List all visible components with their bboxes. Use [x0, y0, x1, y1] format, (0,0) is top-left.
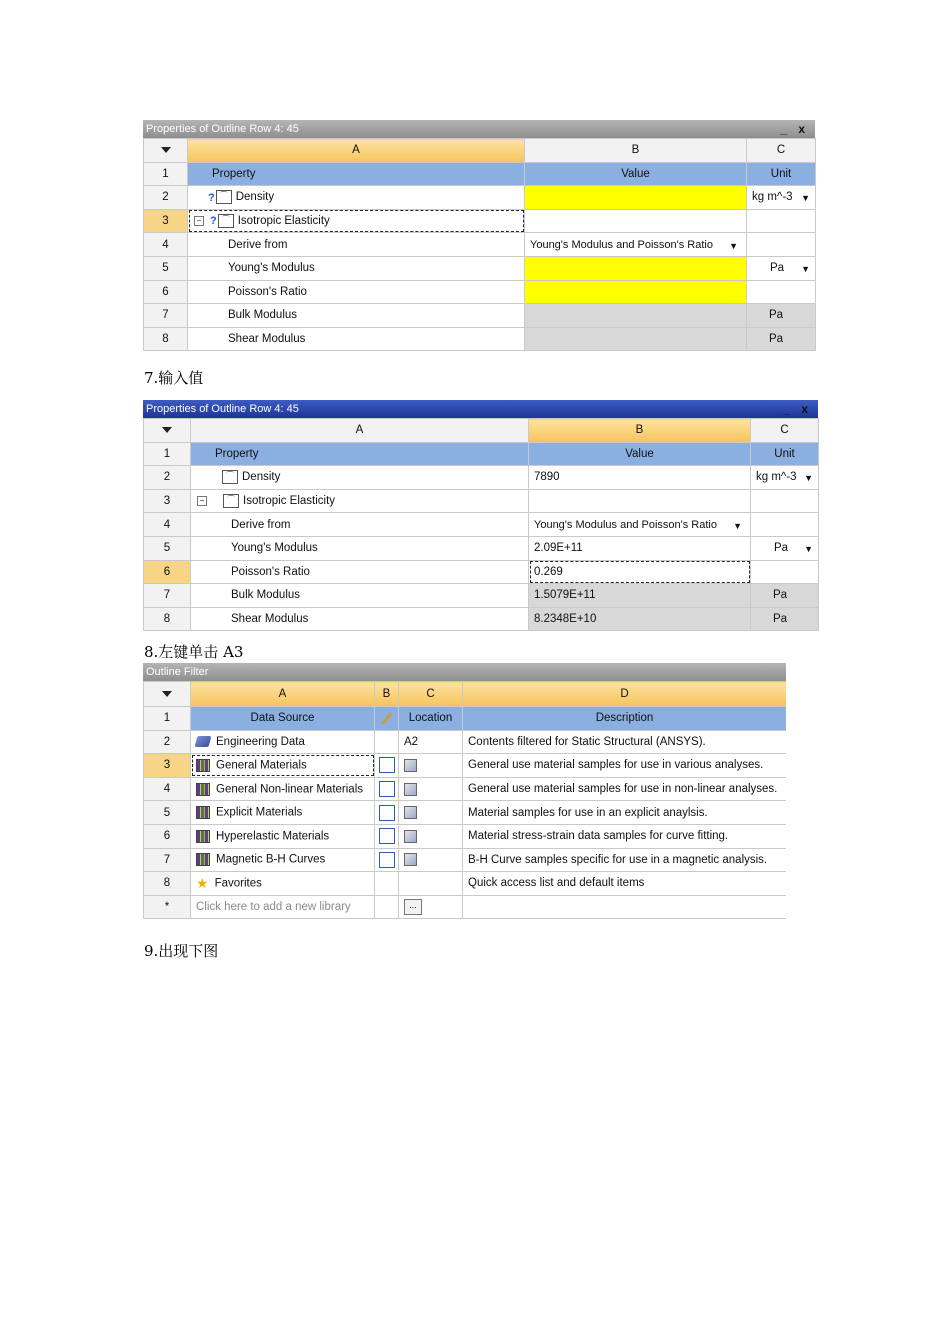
outline-filter-titlebar	[143, 663, 786, 681]
table-row[interactable]	[144, 186, 816, 210]
location-cell[interactable]	[399, 801, 463, 825]
property-cell[interactable]: Poisson's Ratio	[188, 280, 525, 304]
table-row[interactable]	[144, 801, 787, 825]
row-number: 5	[144, 801, 191, 825]
table-row[interactable]	[144, 754, 787, 778]
row-number: 8	[144, 607, 191, 631]
unit-cell[interactable]	[751, 466, 819, 490]
value-cell[interactable]	[529, 489, 751, 513]
outline-filter-table	[143, 681, 786, 919]
properties-panel-2	[143, 400, 818, 631]
column-header-d[interactable]: D	[463, 682, 787, 707]
value-cell: 8.2348E+10	[529, 607, 751, 631]
row-number: 7	[144, 584, 191, 608]
table-row[interactable]	[144, 233, 816, 257]
location-browse-icon[interactable]	[404, 783, 417, 796]
unit-cell: Pa	[747, 327, 816, 351]
unit-label: Pa	[774, 542, 789, 555]
row-number: 8	[144, 327, 188, 351]
row-number: 3	[144, 209, 188, 233]
location-browse-icon[interactable]	[404, 853, 417, 866]
star-icon: ★	[196, 874, 209, 891]
question-icon: ?	[210, 215, 217, 228]
dropdown-arrow-icon[interactable]: ▼	[733, 520, 742, 531]
column-header-b[interactable]: B	[525, 139, 747, 163]
column-header-c[interactable]: C	[751, 419, 819, 443]
panel-2-titlebar	[143, 400, 818, 418]
table-row[interactable]	[144, 872, 787, 896]
description-header: Description	[463, 707, 787, 731]
description-cell: Quick access list and default items	[463, 872, 787, 896]
unit-header: Unit	[747, 162, 816, 186]
location-cell[interactable]	[399, 895, 463, 919]
row-number: 2	[144, 186, 188, 210]
row-number: 2	[144, 466, 191, 490]
description-cell: General use material samples for use in non-linear analyses.	[463, 777, 787, 801]
unit-label: kg m^-3	[752, 191, 793, 204]
row-number: 2	[144, 730, 191, 754]
description-cell: B-H Curve samples specific for use in a magnetic analysis.	[463, 848, 787, 872]
table-row[interactable]	[144, 489, 819, 513]
unit-header: Unit	[751, 442, 819, 466]
row-number: 4	[144, 233, 188, 257]
table-row[interactable]	[144, 536, 819, 560]
data-source-cell[interactable]	[191, 872, 375, 896]
location-browse-icon[interactable]	[404, 806, 417, 819]
add-library-input[interactable]: Click here to add a new library	[191, 895, 375, 919]
value-cell	[525, 304, 747, 328]
unit-cell: Pa	[747, 304, 816, 328]
property-cell[interactable]: Shear Modulus	[188, 327, 525, 351]
property-cell[interactable]: Poisson's Ratio	[191, 560, 529, 584]
value-cell	[525, 327, 747, 351]
unit-cell[interactable]	[751, 489, 819, 513]
unit-cell: Pa	[751, 584, 819, 608]
data-source-cell[interactable]	[191, 777, 375, 801]
row-number: 8	[144, 872, 191, 896]
location-browse-icon[interactable]	[404, 830, 417, 843]
value-header: Value	[525, 162, 747, 186]
table-row[interactable]	[144, 584, 819, 608]
data-source-cell[interactable]	[191, 848, 375, 872]
data-source-header: Data Source	[191, 707, 375, 731]
value-header: Value	[529, 442, 751, 466]
column-header-c[interactable]: C	[747, 139, 816, 163]
browse-button[interactable]: ...	[404, 899, 422, 915]
panel-2-title: Properties of Outline Row 4: 45	[146, 403, 299, 415]
row-number: 6	[144, 560, 191, 584]
dropdown-arrow-icon[interactable]: ▼	[801, 193, 810, 204]
edit-checkbox[interactable]	[379, 852, 395, 868]
property-cell[interactable]: Young's Modulus	[191, 536, 529, 560]
table-row[interactable]	[144, 730, 787, 754]
unit-cell[interactable]	[751, 536, 819, 560]
window-controls[interactable]: _ x	[783, 402, 812, 416]
row-number: 1	[144, 162, 188, 186]
location-cell[interactable]: A2	[399, 730, 463, 754]
dropdown-arrow-icon[interactable]: ▼	[804, 473, 813, 484]
data-source-label: General Non-linear Materials	[216, 783, 364, 796]
unit-cell[interactable]	[751, 560, 819, 584]
property-cell[interactable]: Derive from	[188, 233, 525, 257]
description-cell: General use material samples for use in various analyses.	[463, 754, 787, 778]
collapse-icon[interactable]: −	[197, 496, 207, 506]
table-row[interactable]	[144, 256, 816, 280]
column-menu[interactable]	[144, 419, 191, 443]
property-cell[interactable]: Shear Modulus	[191, 607, 529, 631]
question-icon: ?	[208, 191, 215, 204]
edit-cell	[375, 872, 399, 896]
value-cell[interactable]	[529, 513, 751, 537]
location-browse-icon[interactable]	[404, 759, 417, 772]
table-row[interactable]	[144, 304, 816, 328]
unit-cell[interactable]	[747, 280, 816, 304]
value-cell[interactable]	[525, 233, 747, 257]
property-label: Density	[242, 471, 281, 484]
triangle-down-icon	[162, 427, 172, 433]
collapse-icon[interactable]: −	[194, 216, 204, 226]
value-cell[interactable]	[525, 209, 747, 233]
chart-icon: ⌒	[223, 494, 239, 508]
property-label: Density	[235, 191, 275, 204]
triangle-down-icon	[162, 691, 172, 697]
description-cell: Contents filtered for Static Structural (ANSYS).	[463, 730, 787, 754]
edit-checkbox[interactable]	[379, 781, 395, 797]
dropdown-arrow-icon[interactable]: ▼	[729, 240, 738, 251]
caption-step-9: 9.出现下图	[144, 942, 219, 960]
value-cell[interactable]	[525, 186, 747, 210]
unit-label: Pa	[770, 262, 785, 275]
value-cell[interactable]	[525, 256, 747, 280]
data-source-label: Explicit Materials	[216, 806, 303, 819]
library-icon	[196, 853, 210, 866]
value-label: Young's Modulus and Poisson's Ratio	[534, 518, 717, 531]
unit-cell[interactable]	[747, 256, 816, 280]
book-icon	[195, 736, 212, 747]
row-number: 5	[144, 256, 188, 280]
property-cell[interactable]	[188, 209, 525, 233]
data-source-cell[interactable]	[191, 801, 375, 825]
edit-cell[interactable]	[375, 754, 399, 778]
location-cell	[399, 872, 463, 896]
library-icon	[196, 759, 210, 772]
edit-cell[interactable]	[375, 801, 399, 825]
property-header: Property	[188, 162, 525, 186]
pencil-icon	[381, 712, 392, 725]
data-source-label: General Materials	[216, 759, 307, 772]
table-row[interactable]	[144, 327, 816, 351]
dropdown-arrow-icon[interactable]: ▼	[804, 544, 813, 555]
outline-filter-panel	[143, 663, 786, 927]
table-row	[144, 707, 787, 731]
property-header: Property	[191, 442, 529, 466]
value-cell[interactable]	[525, 280, 747, 304]
unit-cell: Pa	[751, 607, 819, 631]
table-row[interactable]	[144, 513, 819, 537]
caption-step-7: 7.输入值	[144, 369, 204, 387]
value-input[interactable]: 0.269	[529, 560, 751, 584]
location-cell[interactable]	[399, 824, 463, 848]
row-number: 3	[144, 489, 191, 513]
property-cell[interactable]: Bulk Modulus	[191, 584, 529, 608]
table-row[interactable]	[144, 824, 787, 848]
column-header-a[interactable]: A	[191, 682, 375, 707]
description-cell	[463, 895, 787, 919]
chart-icon: ⌒	[216, 190, 232, 204]
description-cell: Material samples for use in an explicit anaylsis.	[463, 801, 787, 825]
value-cell: 1.5079E+11	[529, 584, 751, 608]
unit-cell[interactable]	[747, 186, 816, 210]
outline-filter-title: Outline Filter	[146, 666, 209, 678]
edit-column-header	[375, 707, 399, 731]
library-icon	[196, 806, 210, 819]
properties-table-2	[143, 418, 819, 631]
property-cell[interactable]: Derive from	[191, 513, 529, 537]
data-source-cell[interactable]	[191, 824, 375, 848]
caption-step-8: 8.左键单击 A3	[144, 643, 244, 661]
column-menu[interactable]	[144, 139, 188, 163]
edit-cell[interactable]	[375, 777, 399, 801]
data-source-label: Favorites	[214, 877, 262, 890]
library-icon	[196, 783, 210, 796]
properties-panel-1	[143, 120, 815, 351]
row-number: 6	[144, 824, 191, 848]
table-row[interactable]	[144, 777, 787, 801]
dropdown-arrow-icon[interactable]: ▼	[801, 264, 810, 275]
property-cell[interactable]	[191, 489, 529, 513]
chart-icon: ⌒	[218, 214, 234, 228]
property-cell[interactable]: Young's Modulus	[188, 256, 525, 280]
row-number: 4	[144, 777, 191, 801]
table-row[interactable]	[144, 280, 816, 304]
unit-label: kg m^-3	[756, 471, 797, 484]
column-header-c[interactable]: C	[399, 682, 463, 707]
edit-checkbox[interactable]	[379, 828, 395, 844]
triangle-down-icon	[161, 147, 171, 153]
property-label: Isotropic Elasticity	[237, 215, 330, 228]
column-menu[interactable]	[144, 682, 191, 707]
data-source-label: Hyperelastic Materials	[216, 830, 330, 843]
column-header-a[interactable]: A	[188, 139, 525, 163]
edit-cell	[375, 895, 399, 919]
unit-cell[interactable]	[747, 233, 816, 257]
value-label: Young's Modulus and Poisson's Ratio	[530, 238, 713, 251]
unit-cell[interactable]	[747, 209, 816, 233]
value-cell[interactable]: 7890	[529, 466, 751, 490]
edit-cell[interactable]	[375, 848, 399, 872]
row-number: 3	[144, 754, 191, 778]
row-number: 7	[144, 848, 191, 872]
panel-1-titlebar	[143, 120, 815, 138]
properties-table-1	[143, 138, 816, 351]
row-number: 1	[144, 707, 191, 731]
location-header: Location	[399, 707, 463, 731]
table-row[interactable]	[144, 607, 819, 631]
row-number: 7	[144, 304, 188, 328]
data-source-label: Engineering Data	[216, 735, 305, 748]
table-row	[144, 162, 816, 186]
table-row[interactable]	[144, 466, 819, 490]
edit-cell[interactable]	[375, 824, 399, 848]
data-source-label: Magnetic B-H Curves	[216, 853, 326, 866]
panel-1-title: Properties of Outline Row 4: 45	[146, 123, 299, 135]
data-source-cell[interactable]	[191, 754, 375, 778]
row-number: 4	[144, 513, 191, 537]
column-header-b[interactable]: B	[529, 419, 751, 443]
row-number: 6	[144, 280, 188, 304]
table-row	[144, 442, 819, 466]
unit-cell[interactable]	[751, 513, 819, 537]
column-header-b[interactable]: B	[375, 682, 399, 707]
property-cell[interactable]: Bulk Modulus	[188, 304, 525, 328]
location-cell[interactable]	[399, 777, 463, 801]
library-icon	[196, 830, 210, 843]
window-controls[interactable]: _ x	[780, 122, 809, 136]
add-library-row[interactable]	[144, 895, 787, 919]
edit-checkbox[interactable]	[379, 757, 395, 773]
table-row[interactable]	[144, 209, 816, 233]
table-row[interactable]	[144, 848, 787, 872]
row-number: *	[144, 895, 191, 919]
table-row[interactable]	[144, 560, 819, 584]
property-cell[interactable]	[191, 466, 529, 490]
value-cell[interactable]: 2.09E+11	[529, 536, 751, 560]
property-label: Isotropic Elasticity	[243, 495, 336, 508]
description-cell: Material stress-strain data samples for curve fitting.	[463, 824, 787, 848]
location-cell[interactable]	[399, 848, 463, 872]
edit-checkbox[interactable]	[379, 805, 395, 821]
edit-cell	[375, 730, 399, 754]
row-number: 1	[144, 442, 191, 466]
chart-icon: ⌒	[222, 470, 238, 484]
column-header-a[interactable]: A	[191, 419, 529, 443]
row-number: 5	[144, 536, 191, 560]
location-cell[interactable]	[399, 754, 463, 778]
data-source-cell[interactable]	[191, 730, 375, 754]
property-cell[interactable]	[188, 186, 525, 210]
